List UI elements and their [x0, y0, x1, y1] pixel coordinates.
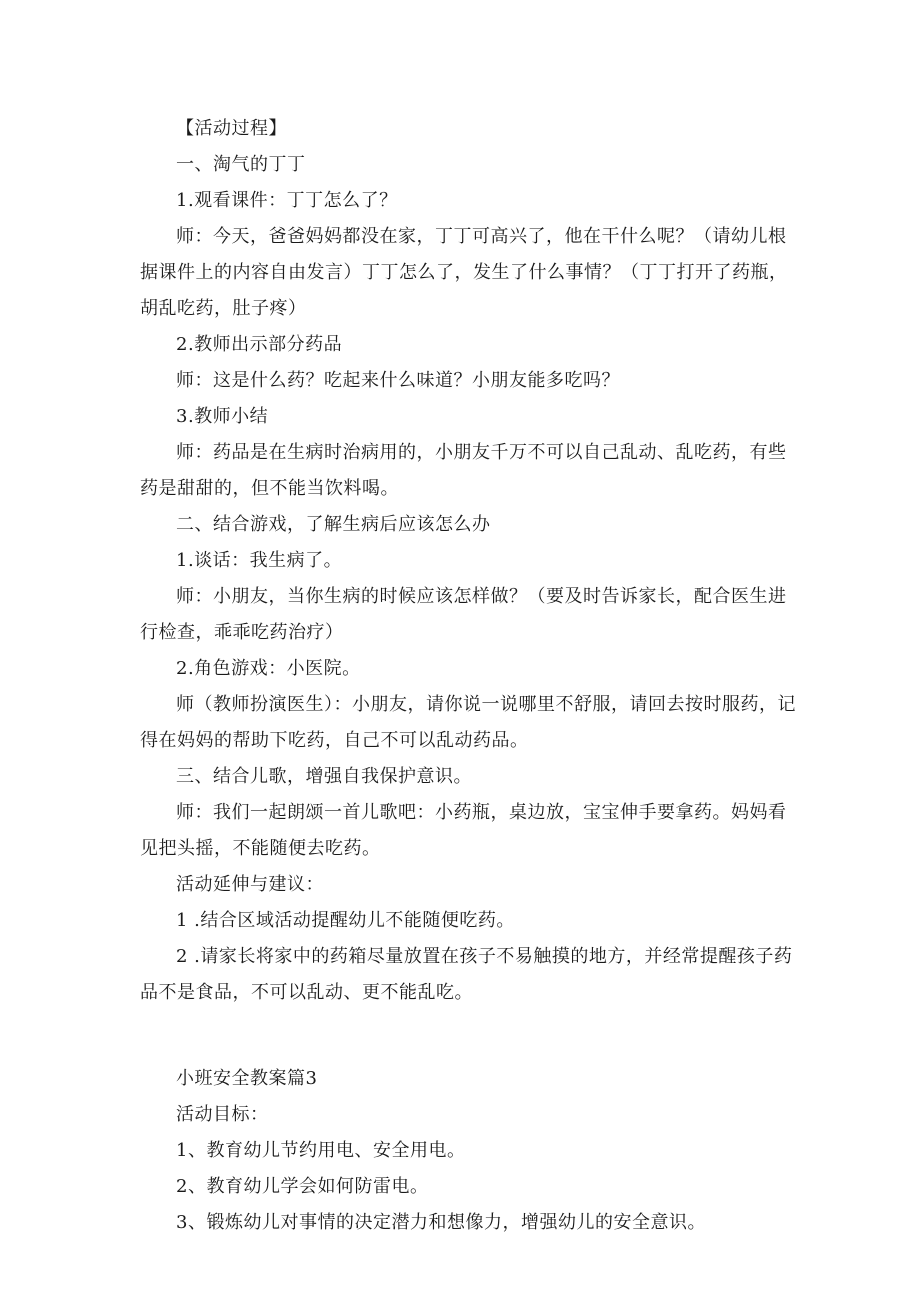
part2-step1: 1.谈话：我生病了。	[176, 550, 343, 571]
part2-step2: 2.角色游戏：小医院。	[176, 658, 361, 679]
part2-title: 二、结合游戏，了解生病后应该怎么办	[176, 514, 491, 535]
part1-step2-text: 师：这是什么药？吃起来什么味道？小朋友能多吃吗？	[176, 370, 620, 391]
part1-step3: 3.教师小结	[176, 406, 269, 427]
section-gap	[140, 1011, 802, 1061]
extension-title: 活动延伸与建议：	[176, 874, 324, 895]
part1-step1: 1.观看课件：丁丁怎么了？	[176, 190, 398, 211]
part2-step2-text: 师（教师扮演医生）：小朋友，请你说一说哪里不舒服，请回去按时服药，记得在妈妈的帮助下吃药，自己不可以乱动药品。	[140, 694, 796, 751]
goal-item-2: 2、教育幼儿学会如何防雷电。	[176, 1176, 429, 1197]
lesson-title: 小班安全教案篇3	[176, 1068, 318, 1089]
extension-item-2: 2 .请家长将家中的药箱尽量放置在孩子不易触摸的地方，并经常提醒孩子药品不是食品，不可以乱动、更不能乱吃。	[140, 946, 793, 1003]
part3-title: 三、结合儿歌，增强自我保护意识。	[176, 766, 472, 787]
part3-text: 师：我们一起朗颂一首儿歌吧：小药瓶，桌边放，宝宝伸手要拿药。妈妈看见把头摇，不能随便去吃药。	[140, 802, 787, 859]
goals-title: 活动目标：	[176, 1104, 269, 1125]
part1-step3-text: 师：药品是在生病时治病用的，小朋友千万不可以自己乱动、乱吃药，有些药是甜甜的，但不能当饮料喝。	[140, 442, 787, 499]
goal-item-3: 3、锻炼幼儿对事情的决定潜力和想像力，增强幼儿的安全意识。	[176, 1212, 706, 1233]
part2-step1-text: 师：小朋友，当你生病的时候应该怎样做？（要及时告诉家长，配合医生进行检查，乖乖吃药治疗）	[140, 586, 787, 643]
extension-item-1: 1 .结合区域活动提醒幼儿不能随便吃药。	[176, 910, 515, 931]
document-body	[140, 111, 802, 1241]
part1-step2: 2.教师出示部分药品	[176, 334, 343, 355]
part1-title: 一、淘气的丁丁	[176, 154, 306, 175]
process-heading: 【活动过程】	[176, 118, 287, 139]
goal-item-1: 1、教育幼儿节约用电、安全用电。	[176, 1140, 466, 1161]
part1-step1-text: 师：今天，爸爸妈妈都没在家，丁丁可高兴了，他在干什么呢？（请幼儿根据课件上的内容自由发言）丁丁怎么了，发生了什么事情？（丁丁打开了药瓶，胡乱吃药，肚子疼）	[140, 226, 788, 319]
